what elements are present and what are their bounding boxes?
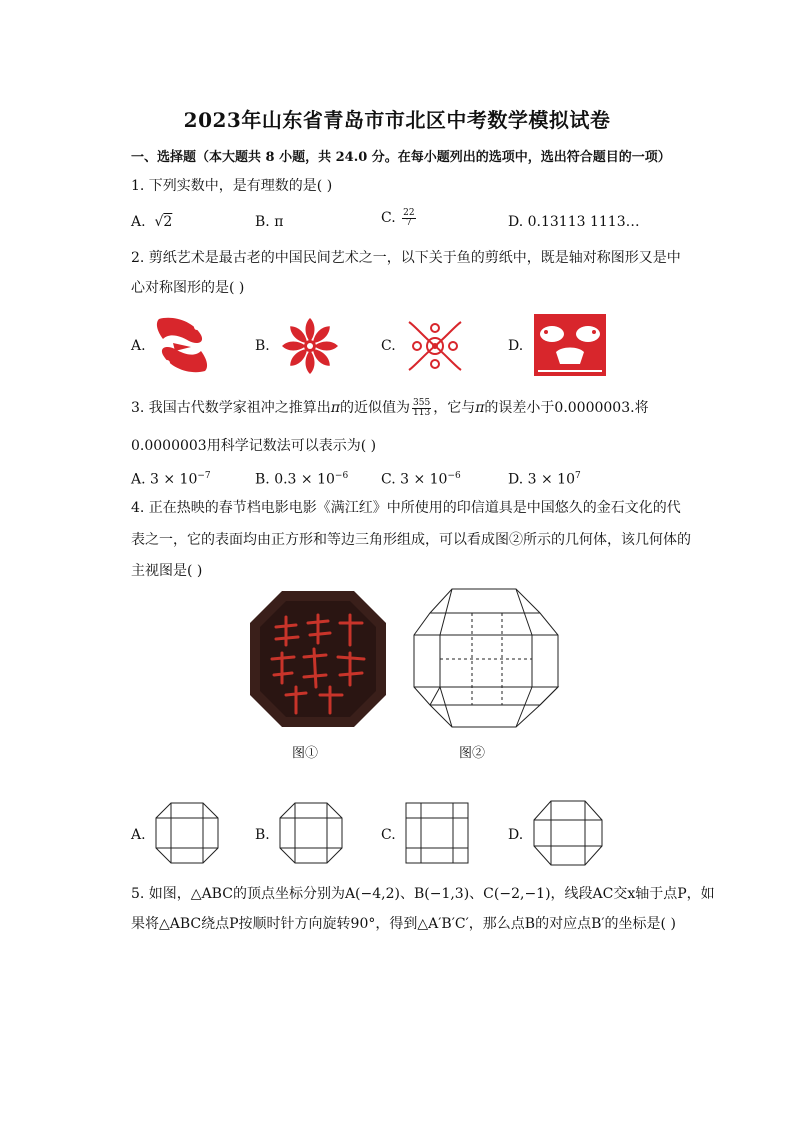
q4-option-c-view — [405, 802, 469, 864]
sqrt-symbol: √ — [154, 214, 164, 230]
q3-option-c: C. $3 \times 10^{-6}$ — [381, 471, 461, 488]
question-2-line1: 2. 剪纸艺术是最古老的中国民间艺术之一，以下关于鱼的剪纸中，既是轴对称图形又是中 — [131, 250, 681, 266]
q4-option-a-view — [155, 802, 219, 864]
q4-option-b-view — [279, 802, 343, 864]
q3-option-a: A. $3 \times 10^{-7}$ — [131, 471, 211, 488]
q3-option-b: B. $0.3 \times 10^{-6}$ — [255, 471, 349, 488]
seal-photo — [246, 587, 390, 731]
q1-option-b: B. π — [255, 214, 284, 230]
paper-cut-fish-a — [153, 313, 211, 377]
q2-label-d: D. — [508, 338, 524, 354]
q4-option-d-view — [533, 800, 603, 866]
q1-option-c: C. $\frac{22}{7}$ — [381, 207, 415, 228]
q4-label-d: D. — [508, 827, 524, 843]
geometric-solid-figure — [412, 587, 560, 731]
q4-label-c: C. — [381, 827, 396, 843]
question-2-line2: 心对称图形的是( ) — [131, 280, 245, 296]
paper-cut-fish-c — [405, 316, 465, 376]
paper-cut-fish-b — [280, 316, 340, 376]
question-4-line1: 4. 正在热映的春节档电影电影《满江红》中所使用的印信道具是中国悠久的金石文化的代 — [131, 500, 681, 516]
question-5-line1: 5. 如图，△ABC的顶点坐标分别为A(−4,2)、B(−1,3)、C(−2,−1)，线段AC交x轴于点P，如 — [131, 886, 715, 902]
section-heading: 一、选择题（本大题共 8 小题，共 24.0 分。在每小题列出的选项中，选出符合题目的一项） — [131, 150, 671, 165]
question-1-stem: 1. 下列实数中，是有理数的是( ) — [131, 178, 333, 194]
figure-1-caption: 图① — [292, 746, 319, 761]
page-title: 2023年山东省青岛市市北区中考数学模拟试卷 — [183, 108, 611, 132]
q2-label-b: B. — [255, 338, 270, 354]
q3-option-d: D. $3 \times 10^7$ — [508, 471, 581, 488]
q1-option-d: D. 0.13113 1113… — [508, 214, 640, 230]
figure-2-caption: 图② — [459, 746, 486, 761]
q2-label-c: C. — [381, 338, 396, 354]
q2-label-a: A. — [131, 338, 146, 354]
q4-label-b: B. — [255, 827, 270, 843]
question-3-line1: 3. 我国古代数学家祖冲之推算出π的近似值为 $\frac{355}{113}$ ，它与π的误差小于0.0000003.将 — [131, 397, 649, 418]
question-4-line2: 表之一，它的表面均由正方形和等边三角形组成，可以看成图②所示的几何体，该几何体的 — [131, 532, 691, 548]
q4-label-a: A. — [131, 827, 146, 843]
q1-option-a: A. √2 — [131, 214, 173, 230]
question-5-line2: 果将△ABC绕点P按顺时针方向旋转90°，得到△A′B′C′，那么点B的对应点B′的坐标是( ) — [131, 916, 676, 932]
paper-cut-fish-d — [532, 312, 608, 378]
question-3-line2: 0.0000003用科学记数法可以表示为( ) — [131, 438, 377, 454]
question-4-line3: 主视图是( ) — [131, 563, 203, 579]
